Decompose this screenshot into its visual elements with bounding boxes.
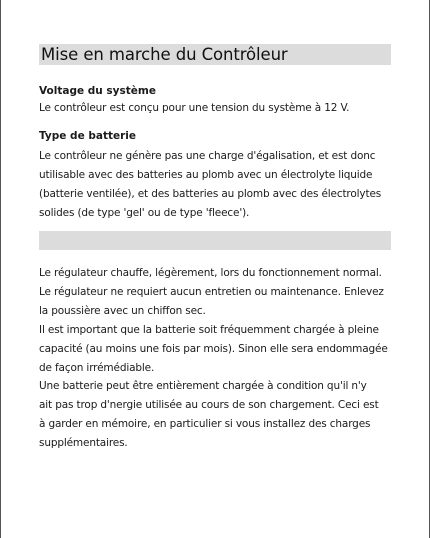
maintenance-line: la poussière avec un chiffon sec.	[39, 305, 206, 317]
maintenance-line: ait pas trop d'nergie utilisée au cours de son chargement. Ceci est	[39, 399, 379, 411]
battery-line: Le contrôleur ne génère pas une charge d'égalisation, et est donc	[39, 150, 376, 162]
voltage-heading: Voltage du système	[39, 85, 156, 97]
battery-paragraph	[39, 147, 399, 223]
battery-line: (batterie ventilée), et des batteries au plomb avec des électrolytes	[39, 188, 382, 200]
battery-heading: Type de batterie	[39, 130, 137, 142]
maintenance-line: capacité (au moins une fois par mois). Sinon elle sera endommagée	[39, 343, 388, 355]
maintenance-line: Il est important que la batterie soit fréquemment chargée à pleine	[39, 324, 379, 336]
page-title: Mise en marche du Contrôleur	[41, 45, 288, 64]
maintenance-paragraph-1	[39, 264, 399, 321]
maintenance-line: Le régulateur chauffe, légèrement, lors du fonctionnement normal.	[39, 267, 382, 279]
maintenance-line: de façon irrémédiable.	[39, 362, 155, 374]
page-border-left	[0, 0, 1, 538]
battery-line: solides (de type 'gel' ou de type 'fleece').	[39, 207, 250, 219]
empty-section-bar	[39, 231, 391, 250]
maintenance-line: Une batterie peut être entièrement chargée à condition qu'il n'y	[39, 380, 367, 392]
maintenance-line: à garder en mémoire, en particulier si vous installez des charges	[39, 418, 371, 430]
maintenance-line: supplémentaires.	[39, 437, 128, 449]
battery-line: utilisable avec des batteries au plomb avec un électrolyte liquide	[39, 169, 373, 181]
title-bar	[39, 44, 391, 65]
maintenance-line: Le régulateur ne requiert aucun entretien ou maintenance. Enlevez	[39, 286, 384, 298]
voltage-text: Le contrôleur est conçu pour une tension du système à 12 V.	[39, 102, 350, 114]
maintenance-paragraph-3	[39, 377, 399, 453]
maintenance-paragraph-2	[39, 321, 399, 378]
